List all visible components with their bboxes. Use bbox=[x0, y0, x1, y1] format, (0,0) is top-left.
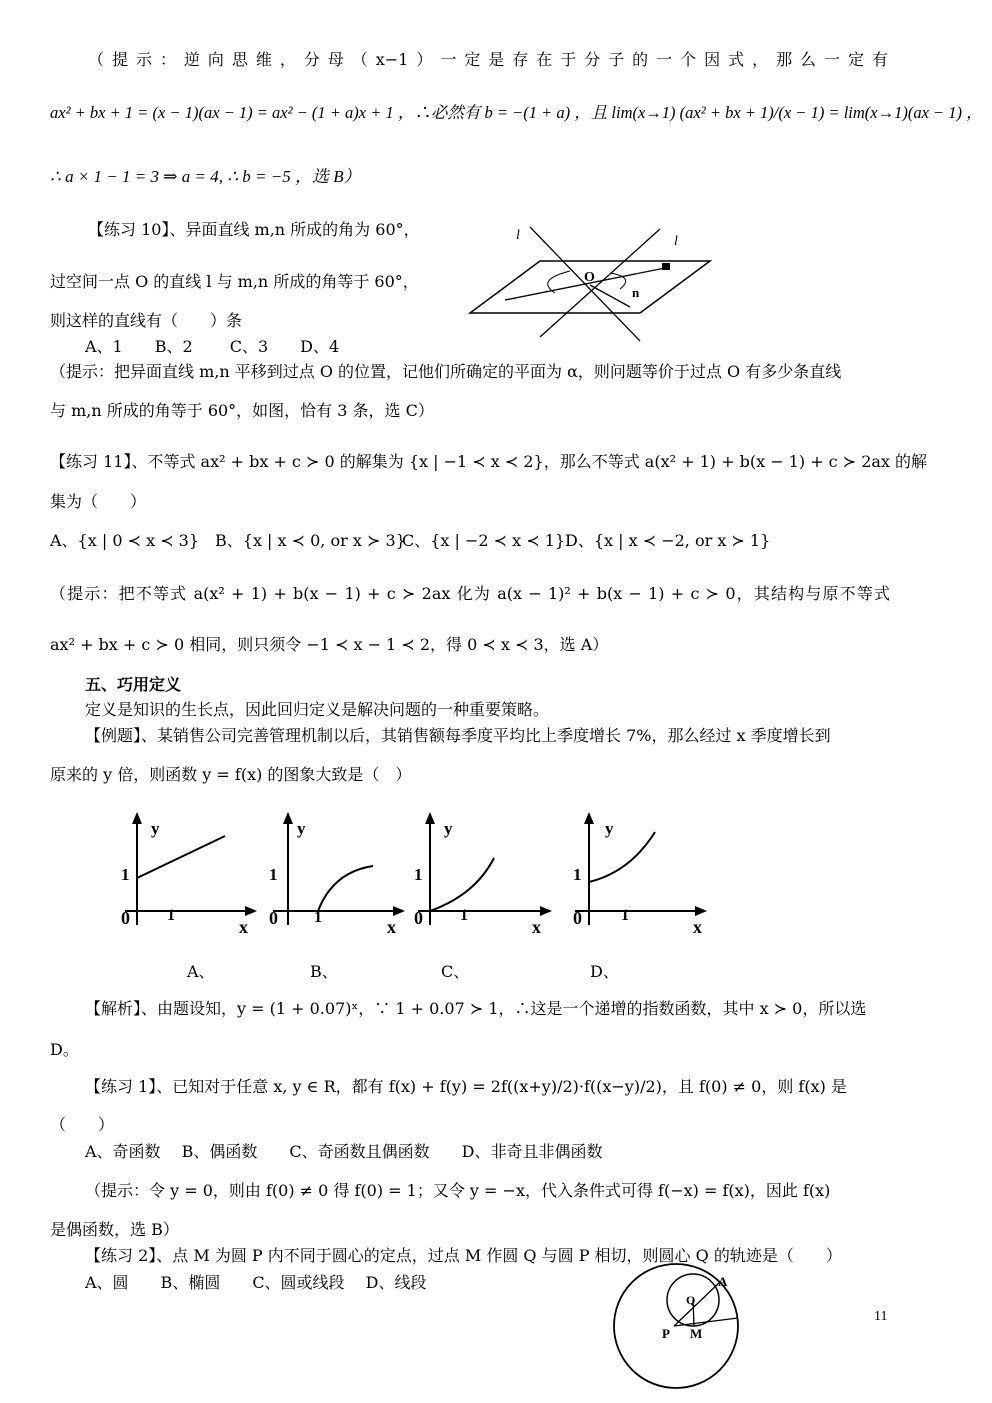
x-label: x bbox=[387, 917, 396, 937]
one-x-label: 1 bbox=[460, 907, 468, 924]
ex1-line1: 【练习 1】、已知对于任意 x, y ∈ R，都有 f(x) + f(y) = 2f((x+y)/2)·f((x−y)/2)，且 f(0) ≠ 0，则 f(x) 是 bbox=[85, 1077, 847, 1096]
l-left-label: l bbox=[516, 228, 520, 243]
ex2-options: A、圆 B、椭圆 C、圆或线段 D、线段 bbox=[85, 1273, 427, 1292]
graph-a bbox=[115, 810, 265, 940]
one-y-label: 1 bbox=[269, 865, 278, 884]
graph-c-label: C、 bbox=[441, 962, 470, 981]
graph-c bbox=[410, 810, 560, 940]
y-label: y bbox=[297, 819, 306, 838]
x-arrow bbox=[695, 906, 707, 916]
page-number: 11 bbox=[874, 1309, 888, 1324]
ex10-line2: 过空间一点 O 的直线 l 与 m,n 所成的角等于 60°， bbox=[50, 272, 419, 291]
x-arrow bbox=[540, 906, 552, 916]
section5-intro: 定义是知识的生长点，因此回归定义是解决问题的一种重要策略。 bbox=[85, 700, 550, 719]
circle-figure bbox=[610, 1262, 750, 1390]
ex10-hint2: 与 m,n 所成的角等于 60°，如图，恰有 3 条，选 C） bbox=[50, 401, 434, 420]
point-q-label: Q bbox=[686, 1293, 696, 1307]
curve bbox=[137, 836, 225, 878]
plane-lines-figure bbox=[460, 215, 720, 345]
ex1-hint2: 是偶函数，选 B） bbox=[50, 1220, 179, 1239]
point-a-label: A bbox=[718, 1274, 728, 1289]
analysis-line2: D。 bbox=[50, 1040, 79, 1059]
n-label: n bbox=[632, 285, 640, 300]
arrow-marker bbox=[662, 263, 670, 270]
ex11-opt-b: B、{x | x ≺ 0, or x ≻ 3} bbox=[215, 531, 406, 550]
ex10-options: A、1 B、2 C、3 D、4 bbox=[85, 337, 340, 356]
one-y-label: 1 bbox=[414, 865, 423, 884]
x-label: x bbox=[693, 917, 702, 937]
hint-p9-line3: ∴ a × 1 − 1 = 3 ⇒ a = 4, ∴ b = −5 ，选 B） bbox=[50, 167, 361, 186]
radius-line bbox=[674, 1282, 720, 1326]
one-y-label: 1 bbox=[573, 865, 582, 884]
ex10-line1: 【练习 10】、异面直线 m,n 所成的角为 60°， bbox=[88, 220, 420, 239]
ex2-line1: 【练习 2】、点 M 为圆 P 内不同于圆心的定点，过点 M 作圆 Q 与圆 P 相切，则圆心 Q 的轨迹是（ ） bbox=[85, 1246, 842, 1265]
y-arrow bbox=[283, 812, 293, 824]
section5-title: 五、巧用定义 bbox=[85, 675, 182, 694]
chord-line bbox=[674, 1318, 738, 1326]
ex10-hint1: （提示：把异面直线 m,n 平移到过点 O 的位置，记他们所确定的平面为 α，则问题等价于过点 O 有多少条直线 bbox=[50, 362, 842, 381]
hint-p9-line1: （提示：逆向思维，分母（x−1）一定是存在于分子的一个因式，那么一定有 bbox=[88, 50, 888, 69]
one-x-label: 1 bbox=[167, 907, 175, 924]
y-arrow bbox=[132, 812, 142, 824]
point-p-label: P bbox=[662, 1326, 670, 1341]
ex11-opt-a: A、{x | 0 ≺ x ≺ 3} bbox=[50, 531, 200, 550]
analysis-line1: 【解析】、由题设知，y = (1 + 0.07)ˣ，∵ 1 + 0.07 ≻ 1，∴这是一个递增的指数函数，其中 x ≻ 0，所以选 bbox=[85, 999, 867, 1018]
ex1-hint1: （提示：令 y = 0，则由 f(0) ≠ 0 得 f(0) = 1；又令 y = −x，代入条件式可得 f(−x) = f(x)，因此 f(x) bbox=[85, 1181, 831, 1200]
graph-a-label: A、 bbox=[187, 962, 215, 981]
y-label: y bbox=[444, 819, 453, 838]
y-arrow bbox=[425, 812, 435, 824]
one-x-label: 1 bbox=[314, 909, 322, 926]
ex1-options: A、奇函数 B、偶函数 C、奇函数且偶函数 D、非奇且非偶函数 bbox=[85, 1142, 603, 1161]
ex11-opt-d: D、{x | x ≺ −2, or x ≻ 1} bbox=[565, 531, 771, 550]
ex11-opt-c: C、{x | −2 ≺ x ≺ 1} bbox=[402, 531, 566, 550]
section5-example-line2: 原来的 y 倍，则函数 y = f(x) 的图象大致是（ ） bbox=[50, 765, 412, 784]
origin-label: 0 bbox=[414, 908, 423, 928]
graph-d bbox=[565, 810, 715, 940]
point-m-label: M bbox=[690, 1326, 703, 1341]
section5-example-line1: 【例题】、某销售公司完善管理机制以后，其销售额每季度平均比上季度增长 7%，那么经过 x 季度增长到 bbox=[85, 726, 831, 745]
y-label: y bbox=[151, 819, 160, 838]
ex11-line1: 【练习 11】、不等式 ax² + bx + c ≻ 0 的解集为 {x | −1 ≺ x ≺ 2}，那么不等式 a(x² + 1) + b(x − 1) + c ≻ 2ax 的解 bbox=[50, 452, 928, 471]
origin-label: 0 bbox=[121, 908, 130, 928]
ex11-hint1: （提示：把不等式 a(x² + 1) + b(x − 1) + c ≻ 2ax 化为 a(x − 1)² + b(x − 1) + c ≻ 0，其结构与原不等式 bbox=[50, 584, 890, 603]
curve bbox=[318, 866, 373, 911]
x-label: x bbox=[532, 917, 541, 937]
ex11-hint2: ax² + bx + c ≻ 0 相同，则只须令 −1 ≺ x − 1 ≺ 2，得 0 ≺ x ≺ 3，选 A） bbox=[50, 635, 609, 654]
ex11-line2: 集为（ ） bbox=[50, 492, 147, 511]
ex10-line3: 则这样的直线有（ ）条 bbox=[50, 311, 243, 330]
graph-b-label: B、 bbox=[310, 962, 338, 981]
graph-d-label: D、 bbox=[590, 962, 619, 981]
line-l-right bbox=[540, 229, 660, 337]
curve bbox=[430, 858, 494, 911]
ex1-line2: （ ） bbox=[50, 1115, 115, 1134]
one-x-label: 1 bbox=[621, 907, 629, 924]
origin-label: 0 bbox=[573, 908, 582, 928]
x-label: x bbox=[239, 917, 248, 937]
hint-p9-line2: ax² + bx + 1 = (x − 1)(ax − 1) = ax² − (1 + a)x + 1 ，∴必然有 b = −(1 + a) ，且 lim(x→1) (ax² + bx + 1)/(x − 1) = lim(x→1)(ax − 1) ， bbox=[50, 103, 983, 122]
origin-label: 0 bbox=[269, 908, 278, 928]
x-arrow bbox=[245, 906, 257, 916]
l-right-label: l bbox=[674, 234, 678, 249]
angle-arc-right bbox=[610, 273, 626, 289]
x-arrow bbox=[393, 906, 405, 916]
curve bbox=[589, 832, 655, 882]
y-label: y bbox=[605, 819, 614, 838]
y-arrow bbox=[584, 812, 594, 824]
point-o-label: O bbox=[584, 270, 595, 285]
one-y-label: 1 bbox=[121, 865, 130, 884]
graph-b bbox=[263, 810, 413, 940]
plane-alpha bbox=[470, 261, 710, 313]
